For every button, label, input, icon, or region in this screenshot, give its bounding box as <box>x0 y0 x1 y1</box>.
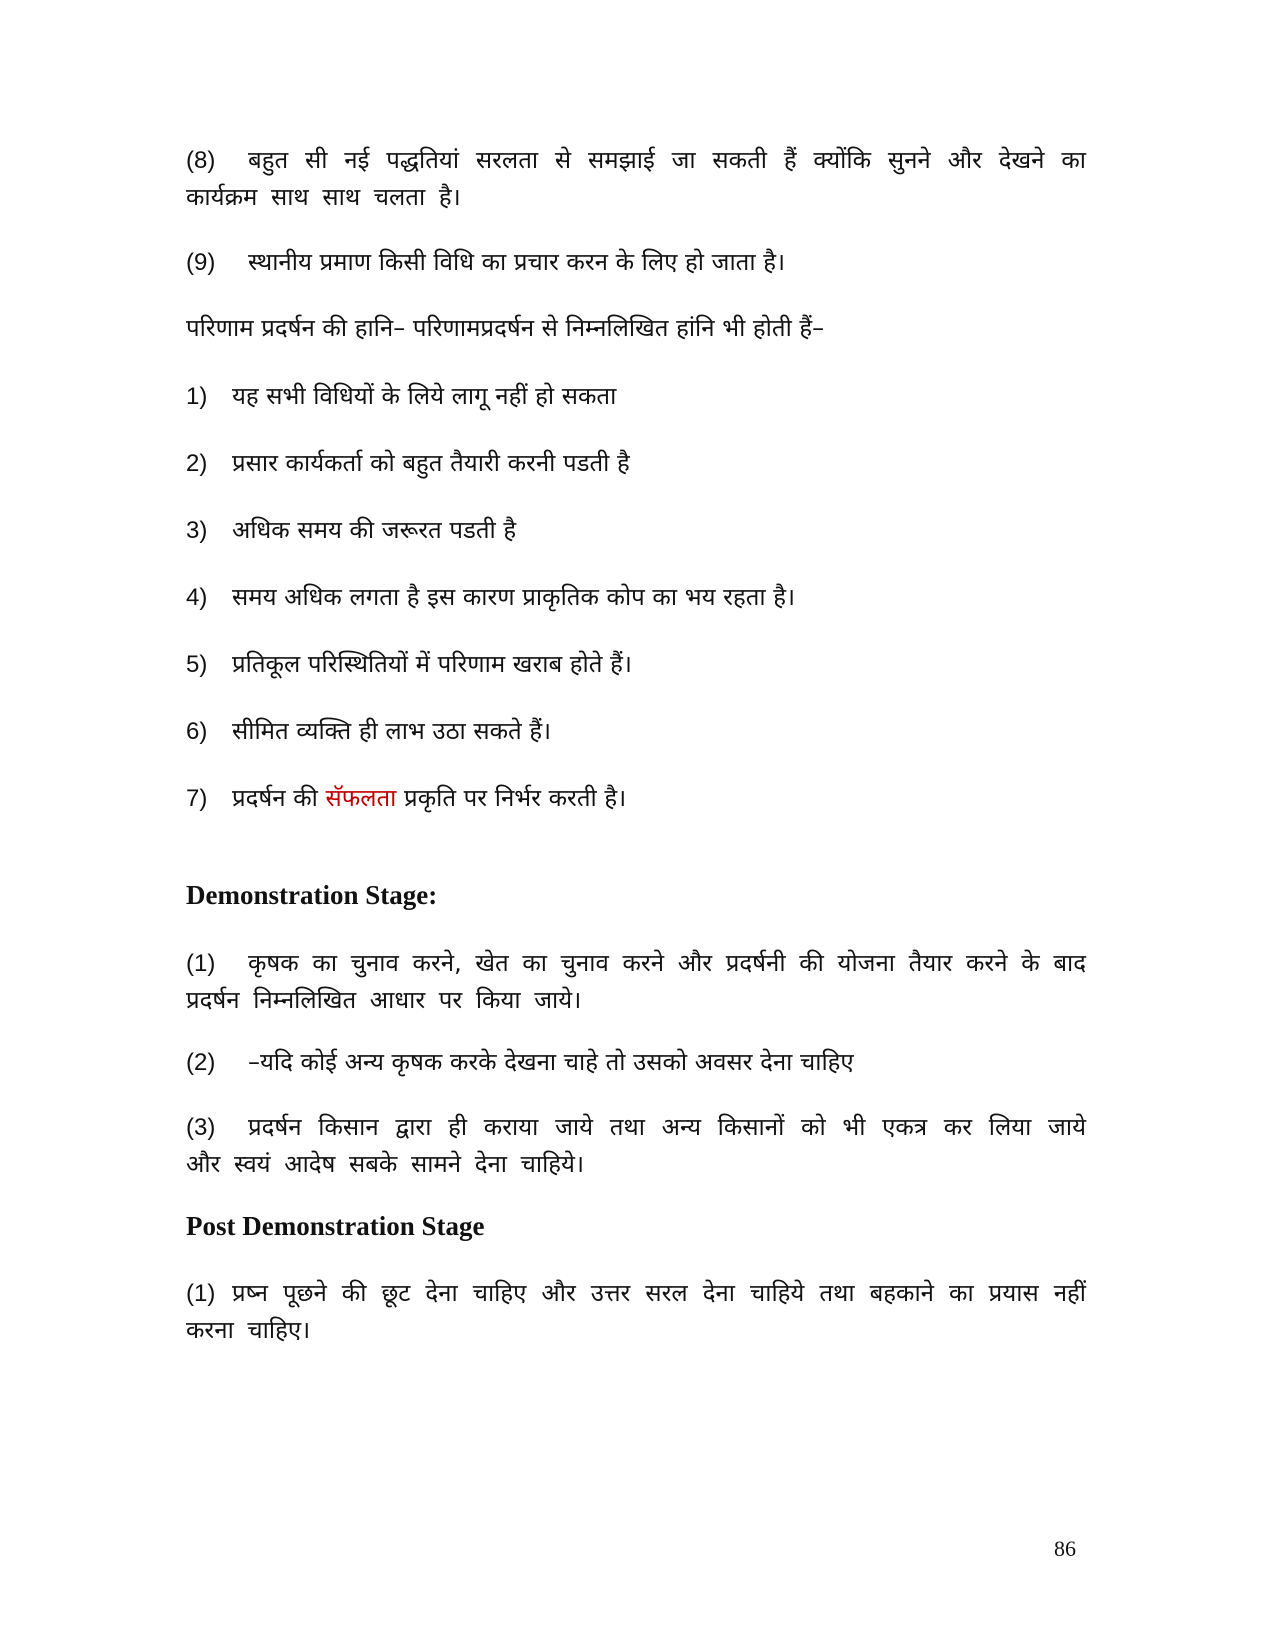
paragraph-text: स्थानीय प्रमाण किसी विधि का प्रचार करन के लिए हो जाता है। <box>248 248 786 276</box>
demonstration-item-2 <box>186 1044 1086 1081</box>
demonstration-item-1 <box>186 945 1086 1018</box>
list-item-number: 2) <box>186 450 208 477</box>
paragraph-8 <box>186 142 1086 215</box>
list-item-1 <box>186 378 1086 415</box>
list-item-2 <box>186 445 1086 482</box>
post-demonstration-item-1 <box>186 1275 1086 1348</box>
paragraph-9 <box>186 244 1086 281</box>
list-item-text: प्रतिकूल परिस्थितियों में परिणाम खराब होते हैं। <box>232 650 632 678</box>
paragraph-text: –यदि कोई अन्य कृषक करके देखना चाहे तो उसको अवसर देना चाहिए <box>248 1048 854 1076</box>
disadvantages-intro: परिणाम प्रदर्षन की हानि– परिणामप्रदर्षन से निम्नलिखित हांनि भी होती हैं– <box>186 314 825 342</box>
list-item-number: 7) <box>186 785 208 812</box>
paragraph-text: प्रष्न पूछने की छूट देना चाहिए और उत्तर सरल देना चाहिये तथा बहकाने का प्रयास नहीं करना चाहिए। <box>186 1279 1086 1344</box>
list-item-text: प्रसार कार्यकर्ता को बहुत तैयारी करनी पडती है <box>232 449 630 477</box>
paragraph-text: बहुत सी नई पद्धतियां सरलता से समझाई जा सकती हैं क्योंकि सुनने और देखने का कार्यक्रम साथ साथ चलता है। <box>186 146 1086 211</box>
list-item-7 <box>186 780 1086 817</box>
page-number: 86 <box>1054 1536 1076 1561</box>
demonstration-item-3 <box>186 1109 1086 1182</box>
paragraph-number: (9) <box>186 249 216 276</box>
list-item-4 <box>186 579 1086 616</box>
list-item-6 <box>186 713 1086 750</box>
list-item-text: यह सभी विधियों के लिये लागू नहीं हो सकता <box>232 382 617 410</box>
list-item-text-after: प्रकृति पर निर्भर करती है। <box>396 784 627 812</box>
list-item-text: समय अधिक लगता है इस कारण प्राकृतिक कोप का भय रहता है। <box>232 583 796 611</box>
paragraph-number: (1) <box>186 1280 216 1307</box>
list-item-text: सीमित व्यक्ति ही लाभ उठा सकते हैं। <box>232 717 552 745</box>
list-item-number: 1) <box>186 383 208 410</box>
paragraph-number: (1) <box>186 950 216 977</box>
list-item-3 <box>186 512 1086 549</box>
paragraph-text: प्रदर्षन किसान द्वारा ही कराया जाये तथा अन्य किसानों को भी एकत्र कर लिया जाये और स्वयं आदेष सबके सामने देना चाहिये। <box>186 1113 1086 1178</box>
list-item-text-before: प्रदर्षन की <box>232 784 326 812</box>
paragraph-number: (2) <box>186 1049 216 1076</box>
highlighted-word: सॅफलता <box>325 784 397 812</box>
list-item-number: 3) <box>186 517 208 544</box>
list-item-5 <box>186 646 1086 683</box>
demonstration-stage-heading: Demonstration Stage: <box>186 880 438 910</box>
list-item-number: 6) <box>186 718 208 745</box>
paragraph-number: (3) <box>186 1114 216 1141</box>
list-item-number: 4) <box>186 584 208 611</box>
list-item-text: अधिक समय की जरूरत पडती है <box>232 516 517 544</box>
list-item-number: 5) <box>186 651 208 678</box>
post-demonstration-stage-heading: Post Demonstration Stage <box>186 1211 485 1241</box>
paragraph-text: कृषक का चुनाव करने, खेत का चुनाव करने और प्रदर्षनी की योजना तैयार करने के बाद प्रदर्षन निम्नलिखित आधार पर किया जाये। <box>186 949 1086 1014</box>
paragraph-number: (8) <box>186 147 216 174</box>
